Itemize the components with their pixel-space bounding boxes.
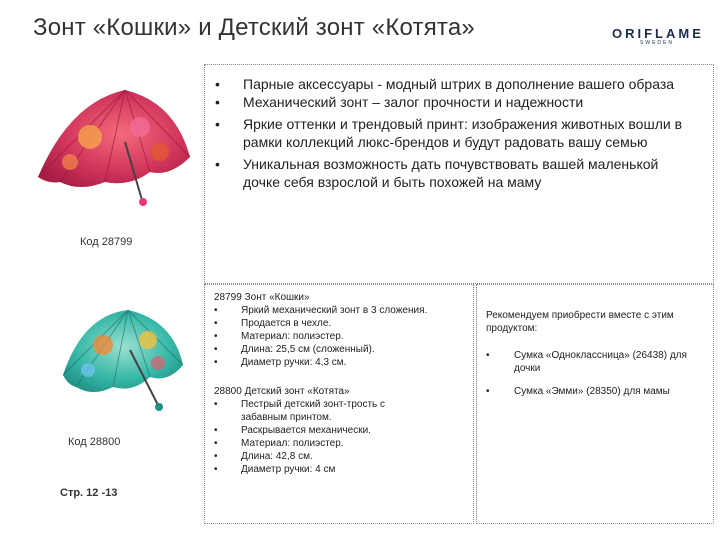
recommend-box: [476, 284, 714, 524]
detail-item: • Яркий механический зонт в 3 сложения.: [214, 304, 469, 317]
details-list-28800: [214, 398, 414, 476]
pages-label: Стр. 12 -13: [60, 487, 118, 499]
logo-country: SWEDEN: [640, 40, 674, 46]
details-heading-28799: 28799 Зонт «Кошки»: [214, 292, 310, 303]
detail-item: • Диаметр ручки: 4,3 см.: [214, 356, 469, 369]
recommend-item: • Сумка «Одноклассница» (26438) для дочки: [486, 349, 706, 375]
detail-item: • Длина: 42,8 см.: [214, 450, 414, 463]
detail-item: • Пестрый детский зонт-трость с забавным принтом.: [214, 398, 414, 424]
feature-item: • Механический зонт – залог прочности и надежности: [215, 93, 695, 111]
logo-brand: ORIFLAME: [612, 26, 704, 41]
feature-item: • Парные аксессуары - модный штрих в дополнение вашего образа: [215, 75, 695, 93]
recommend-item: • Сумка «Эмми» (28350) для мамы: [486, 385, 706, 398]
feature-item: • Яркие оттенки и трендовый принт: изображения животных вошли в рамки коллекций люкс-брендов и будут радовать вашу семью: [215, 115, 695, 151]
code-label-28799: Код 28799: [80, 236, 133, 248]
cats-umbrella-image: [30, 82, 195, 212]
page-title: Зонт «Кошки» и Детский зонт «Котята»: [33, 14, 475, 41]
detail-item: • Длина: 25,5 см (сложенный).: [214, 343, 469, 356]
code-label-28800: Код 28800: [68, 436, 121, 448]
details-box: [204, 284, 474, 524]
details-heading-28800: 28800 Детский зонт «Котята»: [214, 386, 350, 397]
features-list: [215, 75, 695, 191]
features-box: [204, 64, 714, 284]
detail-item: • Продается в чехле.: [214, 317, 469, 330]
detail-item: • Материал: полиэстер.: [214, 437, 414, 450]
detail-item: • Материал: полиэстер.: [214, 330, 469, 343]
recommend-heading: Рекомендуем приобрести вместе с этим продуктом:: [486, 310, 674, 334]
feature-item: • Уникальная возможность дать почувствовать вашей маленькой дочке себя взрослой и быть похожей на маму: [215, 155, 695, 191]
recommend-list: [486, 349, 706, 398]
kittens-umbrella-image: [58, 305, 188, 420]
detail-item: • Диаметр ручки: 4 см: [214, 463, 414, 476]
brand-logo: [612, 26, 702, 46]
detail-item: • Раскрывается механически.: [214, 424, 414, 437]
details-list-28799: [214, 304, 469, 369]
